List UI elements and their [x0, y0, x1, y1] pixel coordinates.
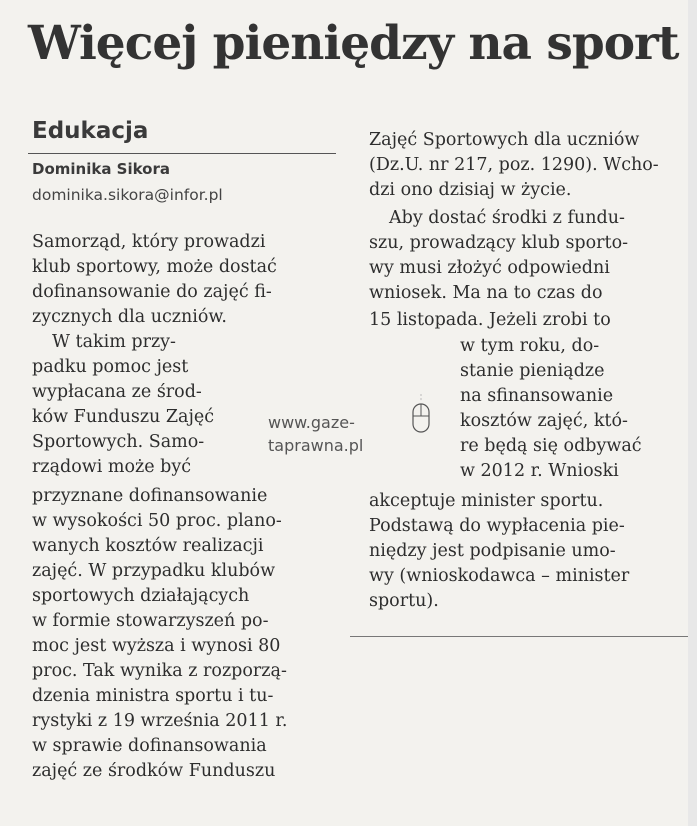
author-name: Dominika Sikora [32, 160, 171, 178]
body-line: wniosek. Ma na to czas do [369, 283, 603, 303]
body-line: szu, prowadzący klub sporto- [369, 233, 629, 253]
body-line: ków Funduszu Zajęć [32, 407, 215, 427]
body-line: wy musi złożyć odpowiedni [369, 258, 610, 278]
body-line: proc. Tak wynika z rozporzą- [32, 661, 287, 681]
body-line: Podstawą do wypłacenia pie- [369, 516, 625, 536]
body-line: dzi ono dzisiaj w życie. [369, 180, 572, 200]
body-line: (Dz.U. nr 217, poz. 1290). Wcho- [369, 155, 659, 175]
body-line: w formie stowarzyszeń po- [32, 611, 269, 631]
section-rule [28, 153, 336, 154]
promo-url-line1[interactable]: www.gaze- [268, 413, 355, 432]
body-line: 15 listopada. Jeżeli zrobi to [369, 310, 611, 330]
body-line: Aby dostać środki z fundu- [389, 208, 625, 228]
headline: Więcej pieniędzy na sport [28, 16, 679, 71]
body-line: wanych kosztów realizacji [32, 536, 264, 556]
body-line: dofinansowanie do zajęć fi- [32, 282, 272, 302]
body-line: rządowi może być [32, 457, 192, 477]
body-line: W takim przy- [52, 332, 176, 352]
body-line: wypłacana ze środ- [32, 382, 202, 402]
body-line: w wysokości 50 proc. plano- [32, 511, 282, 531]
body-line: dzenia ministra sportu i tu- [32, 686, 274, 706]
body-line: na sfinansowanie [460, 386, 614, 406]
body-line: Samorząd, który prowadzi [32, 232, 266, 252]
body-line: kosztów zajęć, któ- [460, 411, 628, 431]
section-label: Edukacja [32, 118, 149, 144]
body-line: padku pomoc jest [32, 357, 189, 377]
mouse-icon [409, 394, 433, 438]
body-line: stanie pieniądze [460, 361, 605, 381]
body-line: rystyki z 19 września 2011 r. [32, 711, 288, 731]
body-line: w tym roku, do- [460, 336, 600, 356]
body-line: sportu). [369, 591, 439, 611]
author-email[interactable]: dominika.sikora@infor.pl [32, 186, 223, 204]
body-line: moc jest wyższa i wynosi 80 [32, 636, 281, 656]
body-line: w 2012 r. Wnioski [460, 461, 619, 481]
body-line: w sprawie dofinansowania [32, 736, 267, 756]
body-line: niędzy jest podpisanie umo- [369, 541, 616, 561]
body-line: sportowych działających [32, 586, 250, 606]
body-line: akceptuje minister sportu. [369, 491, 604, 511]
body-line: klub sportowy, może dostać [32, 257, 277, 277]
body-line: wy (wnioskodawca – minister [369, 566, 630, 586]
body-line: zajęć ze środków Funduszu [32, 761, 276, 781]
body-line: zycznych dla uczniów. [32, 307, 227, 327]
body-line: Sportowych. Samo- [32, 432, 205, 452]
column-divider [350, 636, 690, 637]
body-line: przyznane dofinansowanie [32, 486, 268, 506]
promo-url-line2[interactable]: taprawna.pl [268, 436, 364, 455]
body-line: zajęć. W przypadku klubów [32, 561, 276, 581]
scan-edge [688, 0, 697, 826]
body-line: re będą się odbywać [460, 436, 642, 456]
body-line: Zajęć Sportowych dla uczniów [369, 130, 640, 150]
